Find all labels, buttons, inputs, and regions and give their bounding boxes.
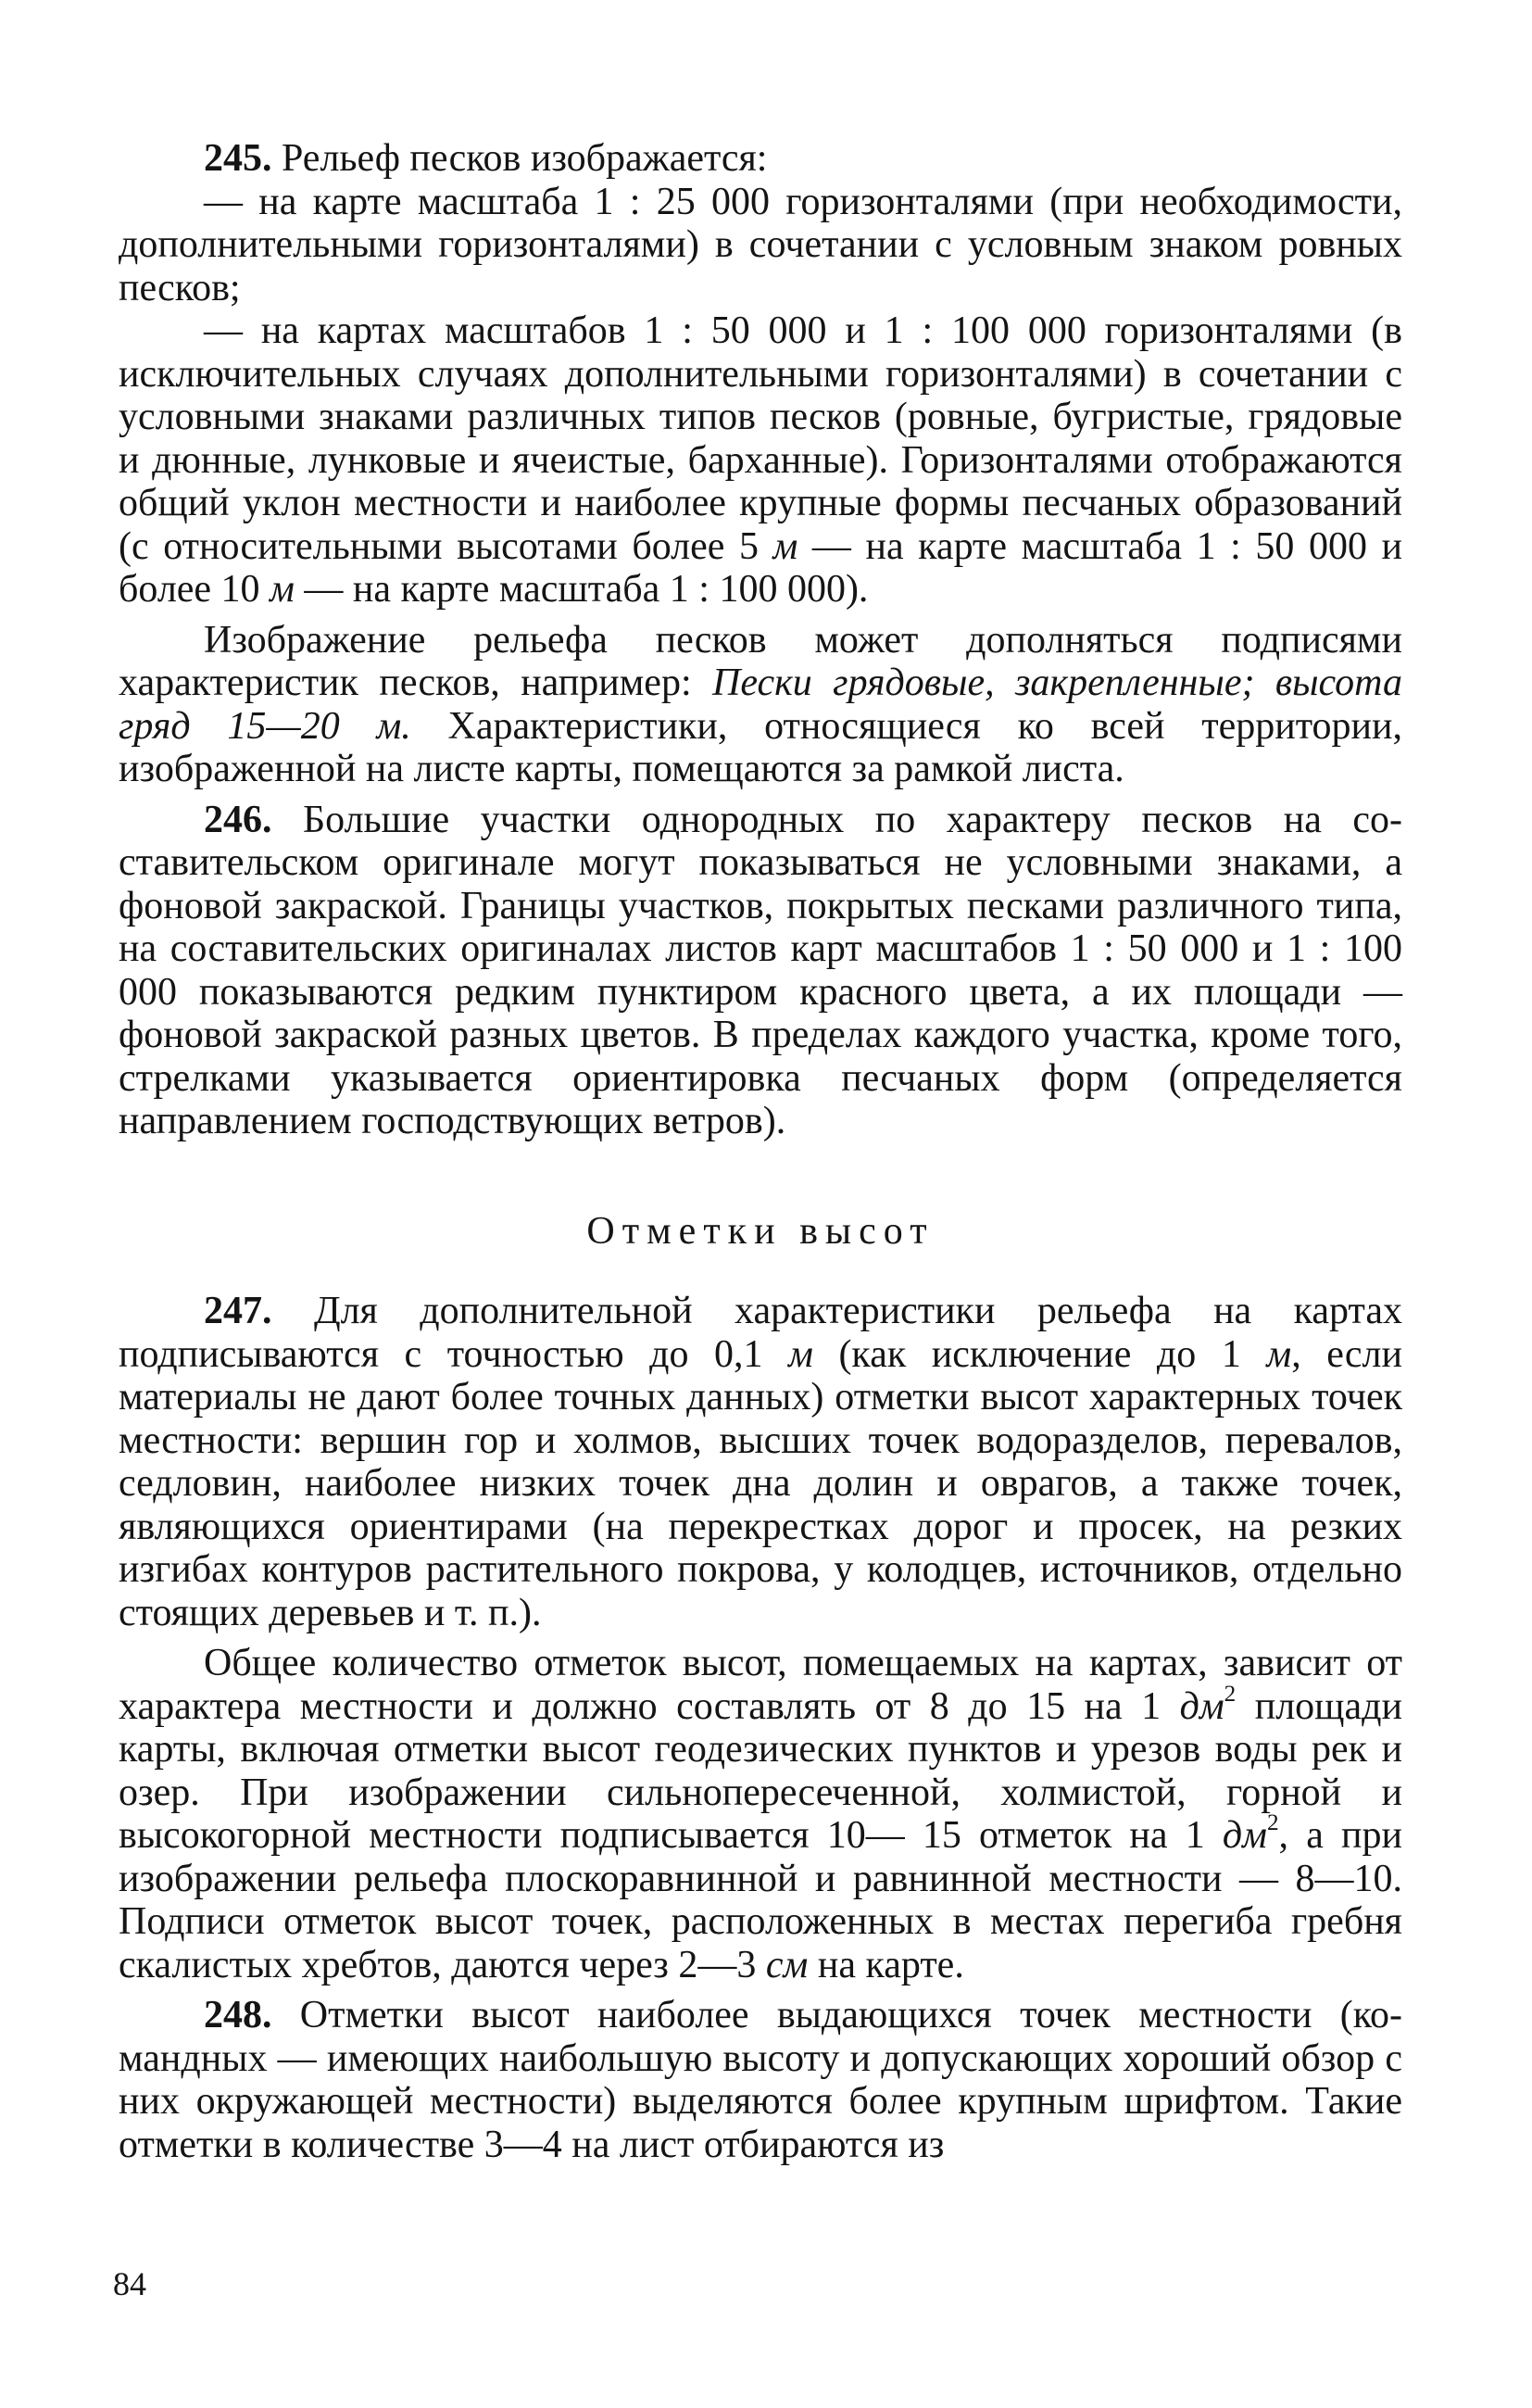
paragraph-number: 246.: [204, 798, 272, 841]
paragraph-248: 248. Отметки высот наиболее выдающихся точек местности (командных — имеющих наибольшую высоту и допускающих хороший обзор с них окружающей местности) выделяются более крупным шрифтом. Такие отметки в количестве 3—4 на лист отбираются из: [119, 1994, 1402, 2166]
paragraph-245-dash-1: — на карте масштаба 1 : 25 000 горизонталями (при необходимости, дополнительными горизонталями) в сочетании с условным знаком ровных песков;: [119, 180, 1402, 309]
section-heading: Отметки высот: [586, 1209, 935, 1253]
italic-example: Пески грядовые, закрепленные; высота гряд 15—20 м.: [119, 662, 1402, 748]
paragraph-246: 246. Большие участки однородных по характеру песков на составительском оригинале могут показываться не условными знаками, а фоновой закраской. Границы участков, покрытых песками различного типа, на составительских оригиналах листов карт масштабов 1 : 50 000 и 1 : 100 000 показываются редким пунктиром красного цвета, а их площади — фоновой закраской разных цветов. В пределах каждого участка, кроме того, стрелками указывается ориентировка песчаных форм (определяется направлением господствующих ветров).: [119, 798, 1402, 1142]
paragraph-number: 245.: [204, 137, 272, 180]
paragraph-247-continued: Общее количество отметок высот, помещаемых на картах, зависит от характера местности и должно составлять от 8 до 15 на 1 $дм^2$ площади карты, включая отметки высот геодезических пунктов и урезов воды рек и озер. При изображении сильнопересеченной, холмистой, горной и высокогорной местности подписывается 10— 15 отметок на 1 $дм^2$, а при изображении рельефа плоскоравнинной и равнинной местности — 8—10. Подписи отметок высот точек, расположенных в местах перегиба гребня скалистых хребтов, даются через 2—3 см на карте.: [119, 1642, 1403, 1986]
paragraph-number: 247.: [204, 1290, 272, 1332]
paragraph-247: 247. Для дополнительной характеристики рельефа на картах подписываются с точностью до 0,1 м (как исключение до 1 м, если материалы не дают более точных данных) отметки высот характерных точек местности: вершин гор и холмов, высших точек водоразделов, перевалов, седловин, наиболее низких точек дна долин и оврагов, а также точек, являющихся ориентирами (на перекрестках дорог и просек, на резких изгибах контуров растительного покрова, у колодцев, источников, отдельно стоящих деревьев и т. п.).: [119, 1290, 1402, 1634]
page-text: [119, 137, 1402, 2166]
paragraph-245-dash-2: — на картах масштабов 1 : 50 000 и 1 : 100 000 горизонталями (в исключительных случаях дополнительными горизонталями) в сочетании с условными знаками различных типов песков (ровные, бугристые, грядовые и дюнные, лунковые и ячеистые, барханные). Горизонталями отображаются общий уклон местности и наиболее крупные формы песчаных образований (с относительными высотами более 5 м — на карте масштаба 1 : 50 000 и более 10 м — на карте масштаба 1 : 100 000).: [119, 309, 1402, 611]
paragraph-245-description: Изображение рельефа песков может дополняться подписями характеристик песков, например: Пески грядовые, закрепленные; высота гряд 15—20 м. Характеристики, относящиеся ко всей территории, изображенной на листе карты, помещаются за рамкой листа.: [119, 618, 1402, 790]
paragraph-245-intro: 245. Рельеф песков изображается:: [204, 137, 768, 180]
paragraph-number: 248.: [204, 1994, 272, 2036]
page-number: 84: [113, 2265, 146, 2302]
